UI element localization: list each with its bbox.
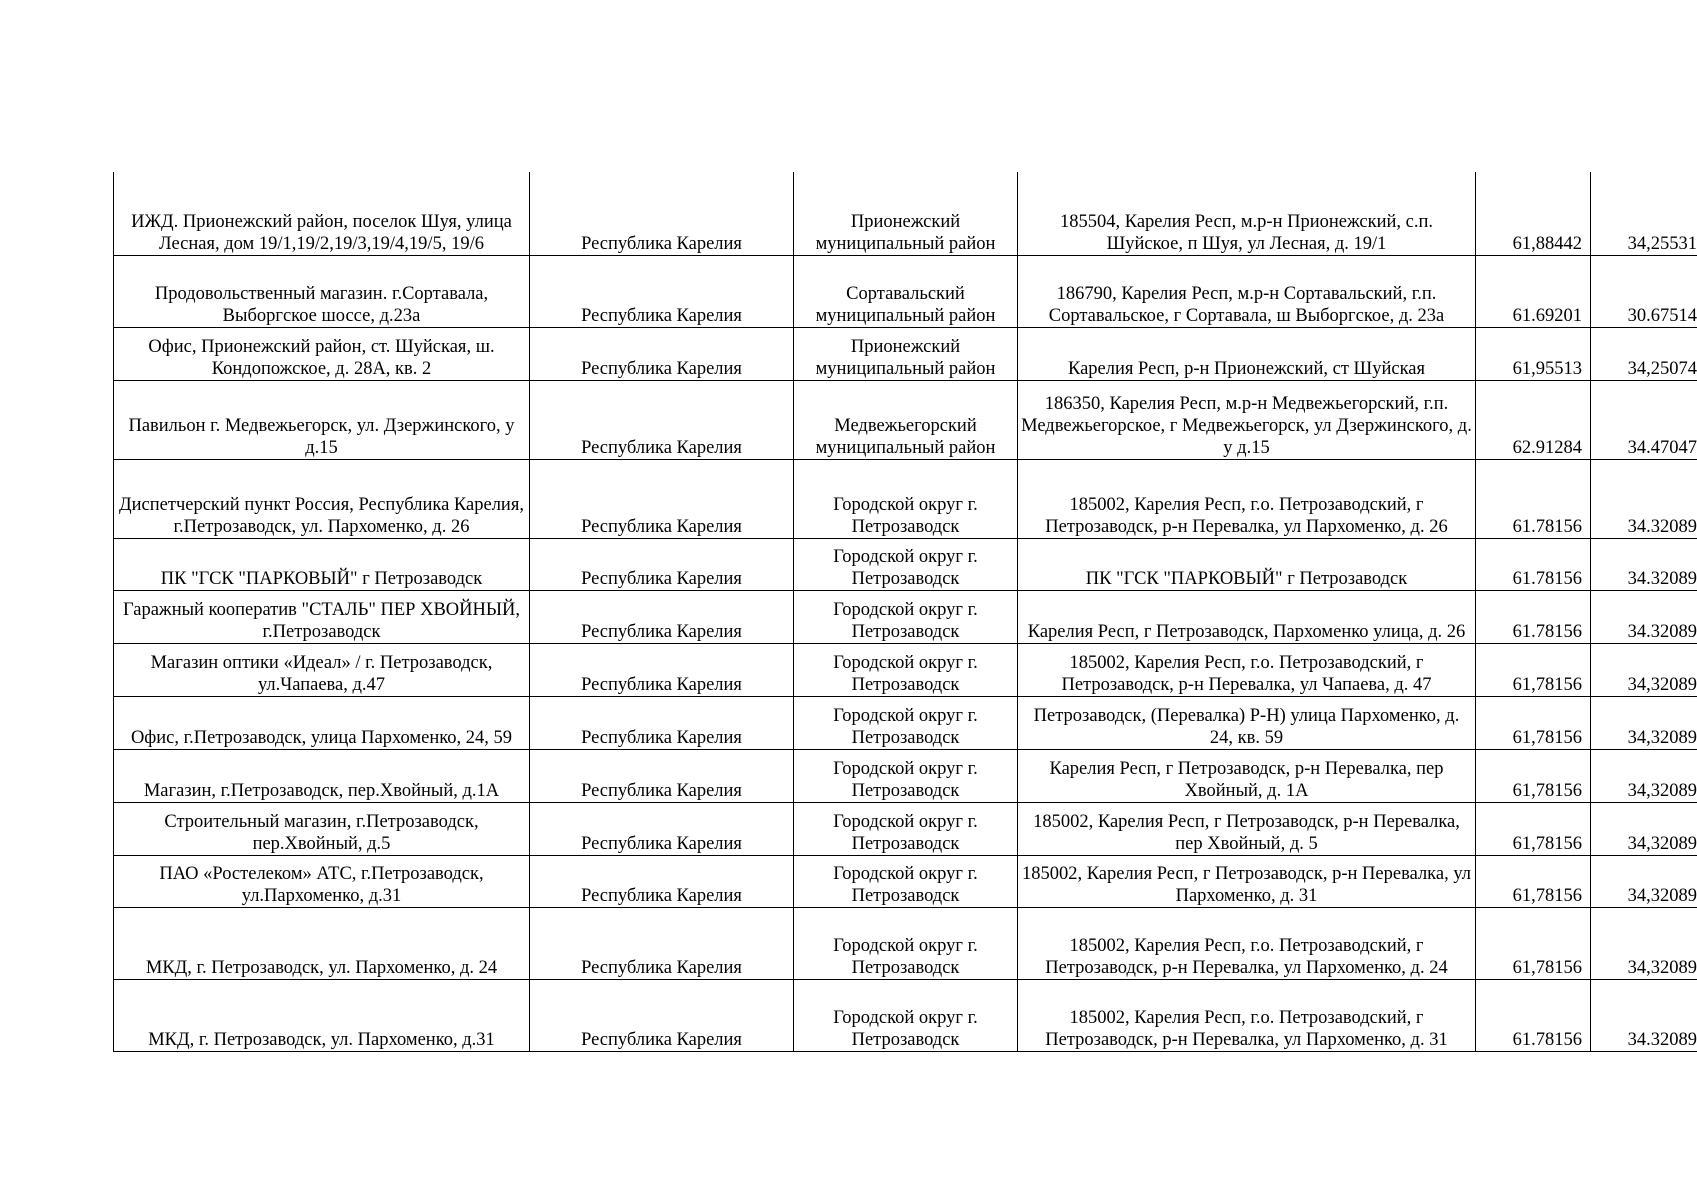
region-cell: Республика Карелия [530,979,794,1051]
object-name-cell: МКД, г. Петрозаводск, ул. Пархоменко, д.31 [114,979,530,1051]
table-row [114,255,1697,327]
district-cell: Городской округ г. Петрозаводск [794,855,1018,907]
latitude-cell: 61,78156 [1476,643,1591,696]
region-cell: Республика Карелия [530,907,794,979]
object-name-cell: Офис, г.Петрозаводск, улица Пархоменко, 24, 59 [114,696,530,749]
table-row [114,979,1697,1051]
region-cell: Республика Карелия [530,802,794,855]
table-row [114,538,1697,590]
address-cell: 185002, Карелия Респ, г Петрозаводск, р-н Перевалка, пер Хвойный, д. 5 [1018,802,1476,855]
longitude-cell: 34,25074 [1591,327,1697,380]
region-cell: Республика Карелия [530,643,794,696]
locations-table-body [114,172,1697,1051]
district-cell: Городской округ г. Петрозаводск [794,590,1018,643]
latitude-cell: 61,78156 [1476,802,1591,855]
table-row [114,643,1697,696]
object-name-cell: Магазин, г.Петрозаводск, пер.Хвойный, д.1А [114,749,530,802]
district-cell: Прионежский муниципальный район [794,172,1018,255]
region-cell: Республика Карелия [530,696,794,749]
longitude-cell: 34,32089 [1591,802,1697,855]
latitude-cell: 61,78156 [1476,749,1591,802]
table-row [114,380,1697,459]
object-name-cell: ПК "ГСК "ПАРКОВЫЙ" г Петрозаводск [114,538,530,590]
district-cell: Медвежьегорский муниципальный район [794,380,1018,459]
address-cell: Карелия Респ, р-н Прионежский, ст Шуйская [1018,327,1476,380]
address-cell: ПК "ГСК "ПАРКОВЫЙ" г Петрозаводск [1018,538,1476,590]
latitude-cell: 61,78156 [1476,855,1591,907]
district-cell: Городской округ г. Петрозаводск [794,696,1018,749]
district-cell: Городской округ г. Петрозаводск [794,979,1018,1051]
address-cell: 185002, Карелия Респ, г.о. Петрозаводский, г Петрозаводск, р-н Перевалка, ул Пархоменко, д. 26 [1018,459,1476,538]
table-row [114,459,1697,538]
latitude-cell: 61,78156 [1476,696,1591,749]
address-cell: Карелия Респ, г Петрозаводск, Пархоменко улица, д. 26 [1018,590,1476,643]
longitude-cell: 34,32089 [1591,749,1697,802]
longitude-cell: 34.32089 [1591,459,1697,538]
district-cell: Прионежский муниципальный район [794,327,1018,380]
object-name-cell: ПАО «Ростелеком» АТС, г.Петрозаводск, ул.Пархоменко, д.31 [114,855,530,907]
longitude-cell: 34.47047 [1591,380,1697,459]
object-name-cell: Продовольственный магазин. г.Сортавала, Выборгское шоссе, д.23а [114,255,530,327]
longitude-cell: 30.67514 [1591,255,1697,327]
locations-table [113,172,1697,1052]
object-name-cell: Гаражный кооператив "СТАЛЬ" ПЕР ХВОЙНЫЙ, г.Петрозаводск [114,590,530,643]
region-cell: Республика Карелия [530,459,794,538]
district-cell: Городской округ г. Петрозаводск [794,459,1018,538]
region-cell: Республика Карелия [530,538,794,590]
region-cell: Республика Карелия [530,172,794,255]
region-cell: Республика Карелия [530,590,794,643]
region-cell: Республика Карелия [530,749,794,802]
table-row [114,696,1697,749]
region-cell: Республика Карелия [530,380,794,459]
object-name-cell: Офис, Прионежский район, ст. Шуйская, ш. Кондопожское, д. 28А, кв. 2 [114,327,530,380]
table-row [114,802,1697,855]
table-row [114,590,1697,643]
longitude-cell: 34,32089 [1591,855,1697,907]
latitude-cell: 61.69201 [1476,255,1591,327]
latitude-cell: 61,88442 [1476,172,1591,255]
district-cell: Городской округ г. Петрозаводск [794,643,1018,696]
address-cell: 185002, Карелия Респ, г.о. Петрозаводский, г Петрозаводск, р-н Перевалка, ул Пархоменко, д. 31 [1018,979,1476,1051]
address-cell: 185002, Карелия Респ, г Петрозаводск, р-н Перевалка, ул Пархоменко, д. 31 [1018,855,1476,907]
latitude-cell: 61,78156 [1476,907,1591,979]
latitude-cell: 61.78156 [1476,979,1591,1051]
region-cell: Республика Карелия [530,327,794,380]
table-row [114,172,1697,255]
object-name-cell: МКД, г. Петрозаводск, ул. Пархоменко, д. 24 [114,907,530,979]
district-cell: Сортавальский муниципальный район [794,255,1018,327]
object-name-cell: Павильон г. Медвежьегорск, ул. Дзержинского, у д.15 [114,380,530,459]
longitude-cell: 34.32089 [1591,979,1697,1051]
longitude-cell: 34,32089 [1591,696,1697,749]
table-row [114,327,1697,380]
address-cell: Петрозаводск, (Перевалка) Р-Н) улица Пархоменко, д. 24, кв. 59 [1018,696,1476,749]
address-cell: Карелия Респ, г Петрозаводск, р-н Перевалка, пер Хвойный, д. 1А [1018,749,1476,802]
latitude-cell: 62.91284 [1476,380,1591,459]
address-cell: 186790, Карелия Респ, м.р-н Сортавальский, г.п. Сортавальское, г Сортавала, ш Выборгское, д. 23а [1018,255,1476,327]
latitude-cell: 61.78156 [1476,538,1591,590]
district-cell: Городской округ г. Петрозаводск [794,749,1018,802]
longitude-cell: 34,25531 [1591,172,1697,255]
district-cell: Городской округ г. Петрозаводск [794,538,1018,590]
district-cell: Городской округ г. Петрозаводск [794,907,1018,979]
latitude-cell: 61.78156 [1476,590,1591,643]
object-name-cell: Диспетчерский пункт Россия, Республика Карелия, г.Петрозаводск, ул. Пархоменко, д. 26 [114,459,530,538]
region-cell: Республика Карелия [530,855,794,907]
longitude-cell: 34.32089 [1591,590,1697,643]
latitude-cell: 61.78156 [1476,459,1591,538]
object-name-cell: Строительный магазин, г.Петрозаводск, пер.Хвойный, д.5 [114,802,530,855]
region-cell: Республика Карелия [530,255,794,327]
district-cell: Городской округ г. Петрозаводск [794,802,1018,855]
address-cell: 186350, Карелия Респ, м.р-н Медвежьегорский, г.п. Медвежьегорское, г Медвежьегорск, ул Дзержинского, д. у д.15 [1018,380,1476,459]
table-row [114,749,1697,802]
address-cell: 185002, Карелия Респ, г.о. Петрозаводский, г Петрозаводск, р-н Перевалка, ул Чапаева, д. 47 [1018,643,1476,696]
longitude-cell: 34,32089 [1591,907,1697,979]
object-name-cell: Магазин оптики «Идеал» / г. Петрозаводск, ул.Чапаева, д.47 [114,643,530,696]
longitude-cell: 34.32089 [1591,538,1697,590]
table-row [114,907,1697,979]
table-row [114,855,1697,907]
object-name-cell: ИЖД. Прионежский район, поселок Шуя, улица Лесная, дом 19/1,19/2,19/3,19/4,19/5, 19/6 [114,172,530,255]
address-cell: 185002, Карелия Респ, г.о. Петрозаводский, г Петрозаводск, р-н Перевалка, ул Пархоменко, д. 24 [1018,907,1476,979]
address-cell: 185504, Карелия Респ, м.р-н Прионежский, с.п. Шуйское, п Шуя, ул Лесная, д. 19/1 [1018,172,1476,255]
longitude-cell: 34,32089 [1591,643,1697,696]
latitude-cell: 61,95513 [1476,327,1591,380]
